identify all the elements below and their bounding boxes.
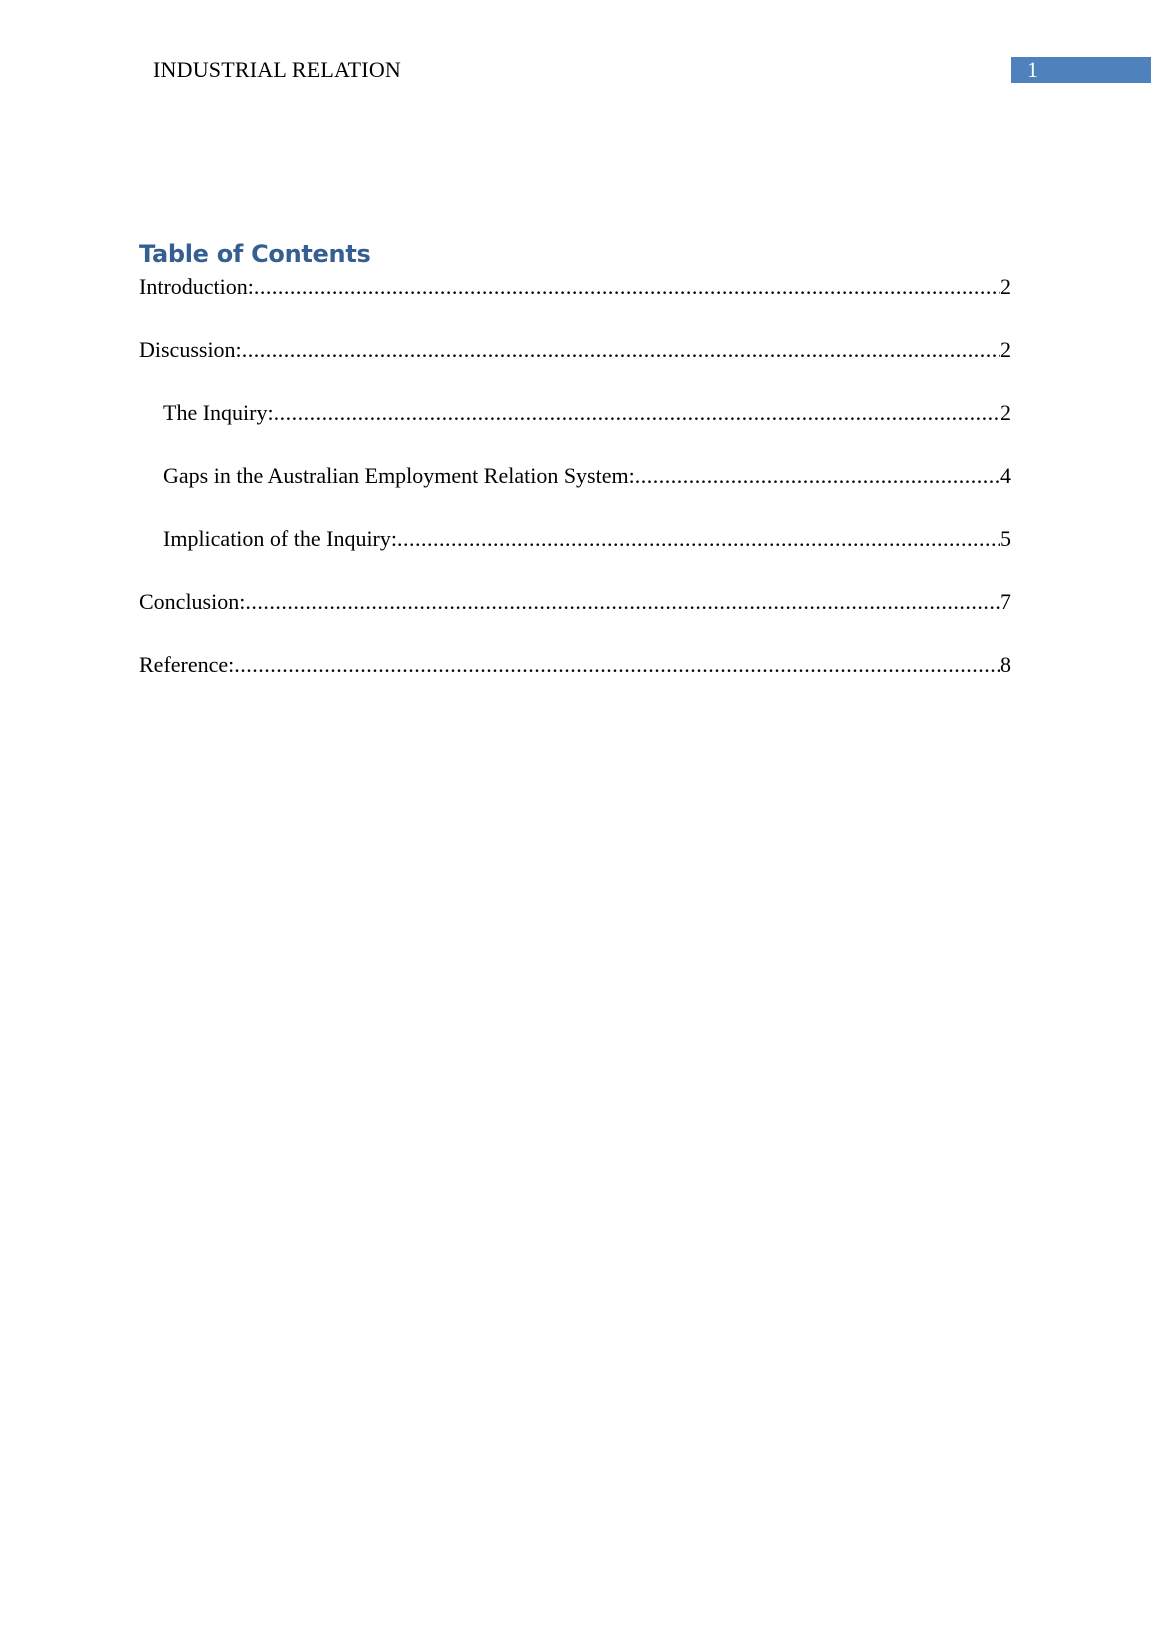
- toc-leader-dots: [242, 336, 1000, 364]
- toc-entry-introduction[interactable]: [139, 273, 1011, 336]
- toc-leader-dots: [245, 588, 1000, 616]
- toc-entry-discussion[interactable]: [139, 336, 1011, 399]
- toc-entry-page: 4: [1000, 463, 1011, 488]
- toc-entry-page: 2: [1000, 400, 1011, 425]
- toc-entry-label: Discussion:: [139, 337, 242, 362]
- toc-leader-dots: [397, 525, 1000, 553]
- toc-entry-label: Reference:: [139, 652, 235, 677]
- toc-leader-dots: [254, 273, 1000, 301]
- toc-leader-dots: [234, 651, 1000, 679]
- page-number-badge: [1011, 57, 1151, 83]
- toc-entry-reference[interactable]: [139, 651, 1011, 714]
- toc-entry-label: Introduction:: [139, 274, 254, 299]
- toc-entry-gaps[interactable]: [139, 462, 1011, 525]
- toc-entry-page: 7: [1000, 589, 1011, 614]
- toc-entry-page: 2: [1000, 337, 1011, 362]
- toc-leader-dots: [274, 399, 1000, 427]
- page-number: 1: [1027, 57, 1038, 82]
- toc-entry-page: 8: [1000, 652, 1011, 677]
- toc-entry-conclusion[interactable]: [139, 588, 1011, 651]
- toc-heading: Table of Contents: [139, 240, 371, 268]
- toc-leader-dots: [635, 462, 1000, 490]
- toc-entry-implication[interactable]: [139, 525, 1011, 588]
- table-of-contents: [139, 273, 1011, 714]
- toc-entry-label: Gaps in the Australian Employment Relation System:: [163, 463, 635, 488]
- toc-entry-label: Implication of the Inquiry:: [163, 526, 397, 551]
- toc-entry-page: 5: [1000, 526, 1011, 551]
- toc-entry-the-inquiry[interactable]: [139, 399, 1011, 462]
- header-title: INDUSTRIAL RELATION: [153, 57, 402, 82]
- toc-entry-label: Conclusion:: [139, 589, 246, 614]
- toc-entry-label: The Inquiry:: [163, 400, 274, 425]
- toc-entry-page: 2: [1000, 274, 1011, 299]
